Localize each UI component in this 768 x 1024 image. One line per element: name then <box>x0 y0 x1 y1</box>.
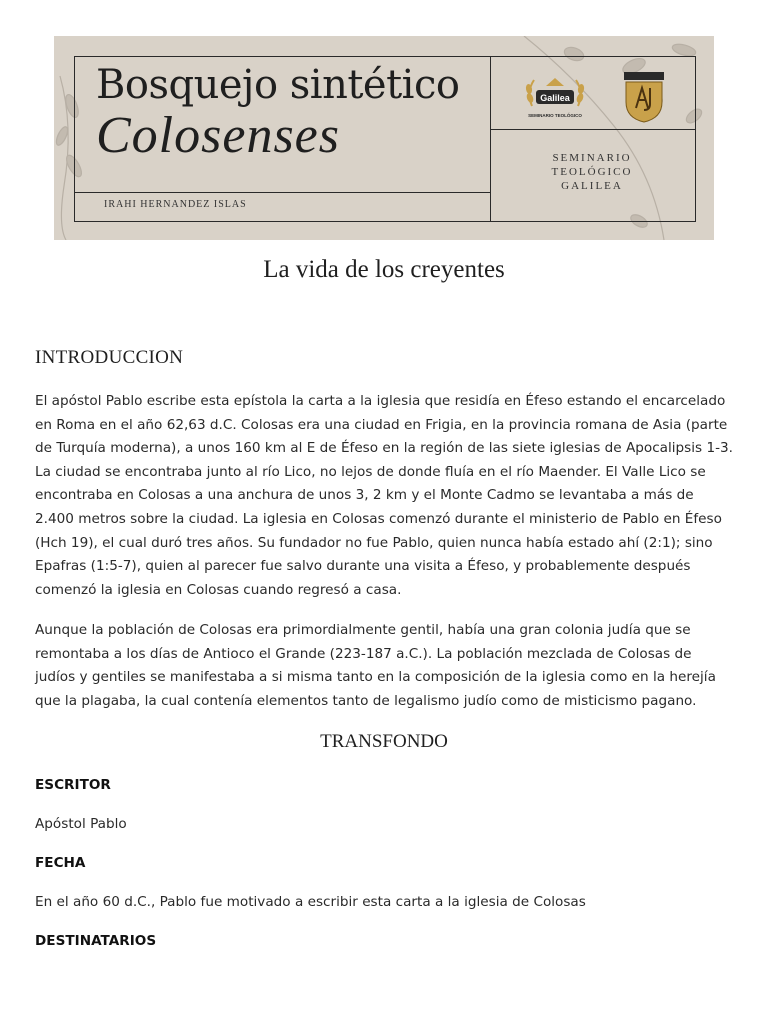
seminary-line: TEOLÓGICO <box>551 166 633 178</box>
document-subtitle: La vida de los creyentes <box>263 256 505 283</box>
svg-text:Galilea: Galilea <box>540 93 570 103</box>
intro-paragraph: El apóstol Pablo escribe esta epístola la carta a la iglesia que residía en Éfeso estando el encarcelado en Roma en el año 62,63 d.C. Colosas era una ciudad en Frigia, en la provincia romana de Asia (parte de Turquía moderna), a unos 160 km al E de Éfeso en la región de las siete iglesias de Apocalipsis 1-3. La ciudad se encontraba junto al río Lico, no lejos de donde fluía en el río Maender. El Valle Lico se encontraba en Colosas a una anchura de unos 3, 2 km y el Monte Cadmo se levantaba a más de 2.400 metros sobre la ciudad. La iglesia en Colosas comenzó durante el ministerio de Pablo en Éfeso (Hch 19), el cual duró tres años. Su fundador no fue Pablo, quien nunca había estado ahí (2:1); sino Epafras (1:5-7), quien al parecer fue salvo durante una visita a Éfeso, y probablemente después comenzó la iglesia en Colosas cuando regresó a casa. <box>35 393 733 598</box>
author-name: IRAHI HERNANDEZ ISLAS <box>104 199 247 210</box>
section-label-writer: ESCRITOR <box>35 777 111 793</box>
seminary-name <box>490 151 694 193</box>
header-banner <box>54 36 714 240</box>
banner-book-title: Colosenses <box>96 107 340 164</box>
section-label-date: FECHA <box>35 855 86 871</box>
church-shield-logo <box>622 72 666 124</box>
logo-frame-divider <box>491 129 695 130</box>
banner-title: Bosquejo sintético <box>96 62 460 108</box>
intro-paragraph: Aunque la población de Colosas era primordialmente gentil, había una gran colonia judía que se remontaba a los días de Antioco el Grande (223-187 a.C.). La población mezclada de Colosas de judíos y gentiles se manifestaba a si misma tanto en la composición de la iglesia como en la herejía que la plagaba, la cual contenía elementos tanto de legalismo judío como de misticismo pagano. <box>35 622 716 709</box>
galilea-seminary-logo <box>520 72 590 124</box>
svg-text:SEMINARIO TEOLÓGICO: SEMINARIO TEOLÓGICO <box>528 113 582 118</box>
background-heading: TRANSFONDO <box>320 731 448 752</box>
author-divider <box>74 192 490 193</box>
section-value-writer: Apóstol Pablo <box>35 816 127 832</box>
seminary-line: SEMINARIO <box>552 152 632 164</box>
seminary-line: GALILEA <box>561 180 623 192</box>
section-value-date: En el año 60 d.C., Pablo fue motivado a escribir esta carta a la iglesia de Colosas <box>35 894 586 910</box>
section-label-recipients: DESTINATARIOS <box>35 933 157 949</box>
intro-heading: INTRODUCCION <box>35 347 184 368</box>
